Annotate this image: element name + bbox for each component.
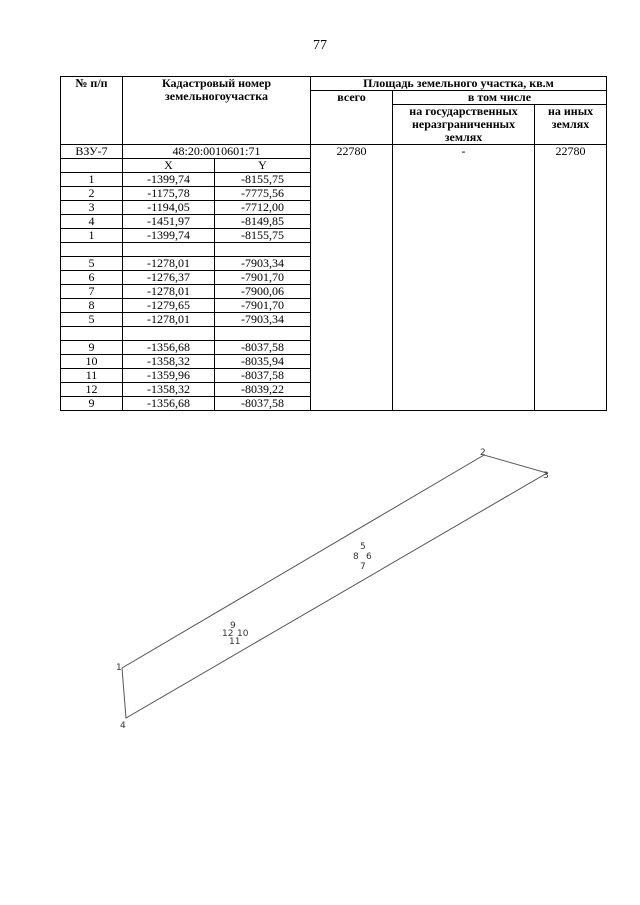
label-point-3: 3 (543, 471, 549, 481)
point-number: 7 (61, 285, 123, 299)
coord-y: -7775,56 (215, 187, 311, 201)
coord-x: -1399,74 (123, 229, 215, 243)
coord-y: -8039,22 (215, 383, 311, 397)
table-body (61, 145, 607, 411)
plot-cad-number: 48:20:0010601:71 (123, 145, 311, 159)
point-number: 5 (61, 313, 123, 327)
plot-boundary (122, 455, 547, 718)
coord-y (215, 243, 311, 257)
point-number: 10 (61, 355, 123, 369)
label-point-2: 2 (480, 448, 486, 458)
point-number: 1 (61, 173, 123, 187)
coord-header-x: X (123, 159, 215, 173)
coord-header-blank (61, 159, 123, 173)
label-point-9: 9 (230, 621, 236, 631)
header-state-land: на государственных неразграниченных землях (393, 105, 535, 145)
plot-id: ВЗУ-7 (61, 145, 123, 159)
coord-y: -8149,85 (215, 215, 311, 229)
label-point-11: 11 (229, 637, 241, 647)
coord-y: -7901,70 (215, 271, 311, 285)
point-number: 1 (61, 229, 123, 243)
point-number: 11 (61, 369, 123, 383)
plot-other-area: 22780 (535, 145, 607, 411)
header-num: № п/п (61, 77, 123, 145)
coord-x: -1194,05 (123, 201, 215, 215)
label-point-12: 12 (222, 629, 234, 639)
coord-x: -1278,01 (123, 313, 215, 327)
coord-y: -8037,58 (215, 397, 311, 411)
coord-x: -1278,01 (123, 257, 215, 271)
label-point-8: 8 (353, 552, 359, 562)
point-number: 9 (61, 397, 123, 411)
header-area: Площадь земельного участка, кв.м (311, 77, 607, 91)
coord-x: -1356,68 (123, 341, 215, 355)
plot-total-area: 22780 (311, 145, 393, 411)
coord-header-y: Y (215, 159, 311, 173)
coord-y: -7712,00 (215, 201, 311, 215)
header-other-land: на иных землях (535, 105, 607, 145)
coord-y: -7901,70 (215, 299, 311, 313)
coord-y: -8037,58 (215, 341, 311, 355)
label-point-4: 4 (120, 721, 126, 731)
coord-x (123, 327, 215, 341)
point-number: 6 (61, 271, 123, 285)
coord-y: -7900,06 (215, 285, 311, 299)
plot-state-area: - (393, 145, 535, 411)
coord-y: -8155,75 (215, 229, 311, 243)
label-point-6: 6 (366, 552, 372, 562)
coord-x: -1358,32 (123, 355, 215, 369)
coord-y (215, 327, 311, 341)
point-number: 12 (61, 383, 123, 397)
coord-x: -1278,01 (123, 285, 215, 299)
coord-x (123, 243, 215, 257)
coord-x: -1175,78 (123, 187, 215, 201)
plot-row (61, 145, 607, 159)
cadastral-table (60, 76, 607, 411)
header-including: в том числе (393, 91, 607, 105)
header-cad-number: Кадастровый номер земельногоучастка (123, 77, 311, 145)
coord-y: -7903,34 (215, 257, 311, 271)
label-point-7: 7 (360, 562, 366, 572)
coord-x: -1356,68 (123, 397, 215, 411)
coord-y: -7903,34 (215, 313, 311, 327)
page-number: 77 (313, 38, 327, 53)
point-number: 5 (61, 257, 123, 271)
point-number: 8 (61, 299, 123, 313)
point-number: 4 (61, 215, 123, 229)
coord-y: -8035,94 (215, 355, 311, 369)
coord-x: -1276,37 (123, 271, 215, 285)
header-total: всего (311, 91, 393, 145)
plot-drawing (0, 440, 640, 740)
coord-y: -8155,75 (215, 173, 311, 187)
point-number: 3 (61, 201, 123, 215)
coord-x: -1451,97 (123, 215, 215, 229)
point-number: 9 (61, 341, 123, 355)
coord-y: -8037,58 (215, 369, 311, 383)
point-number (61, 243, 123, 257)
point-number: 2 (61, 187, 123, 201)
coord-x: -1399,74 (123, 173, 215, 187)
coord-x: -1279,65 (123, 299, 215, 313)
label-point-10: 10 (237, 629, 249, 639)
label-point-1: 1 (116, 663, 122, 673)
point-number (61, 327, 123, 341)
coord-x: -1359,96 (123, 369, 215, 383)
coord-x: -1358,32 (123, 383, 215, 397)
label-point-5: 5 (360, 542, 366, 552)
